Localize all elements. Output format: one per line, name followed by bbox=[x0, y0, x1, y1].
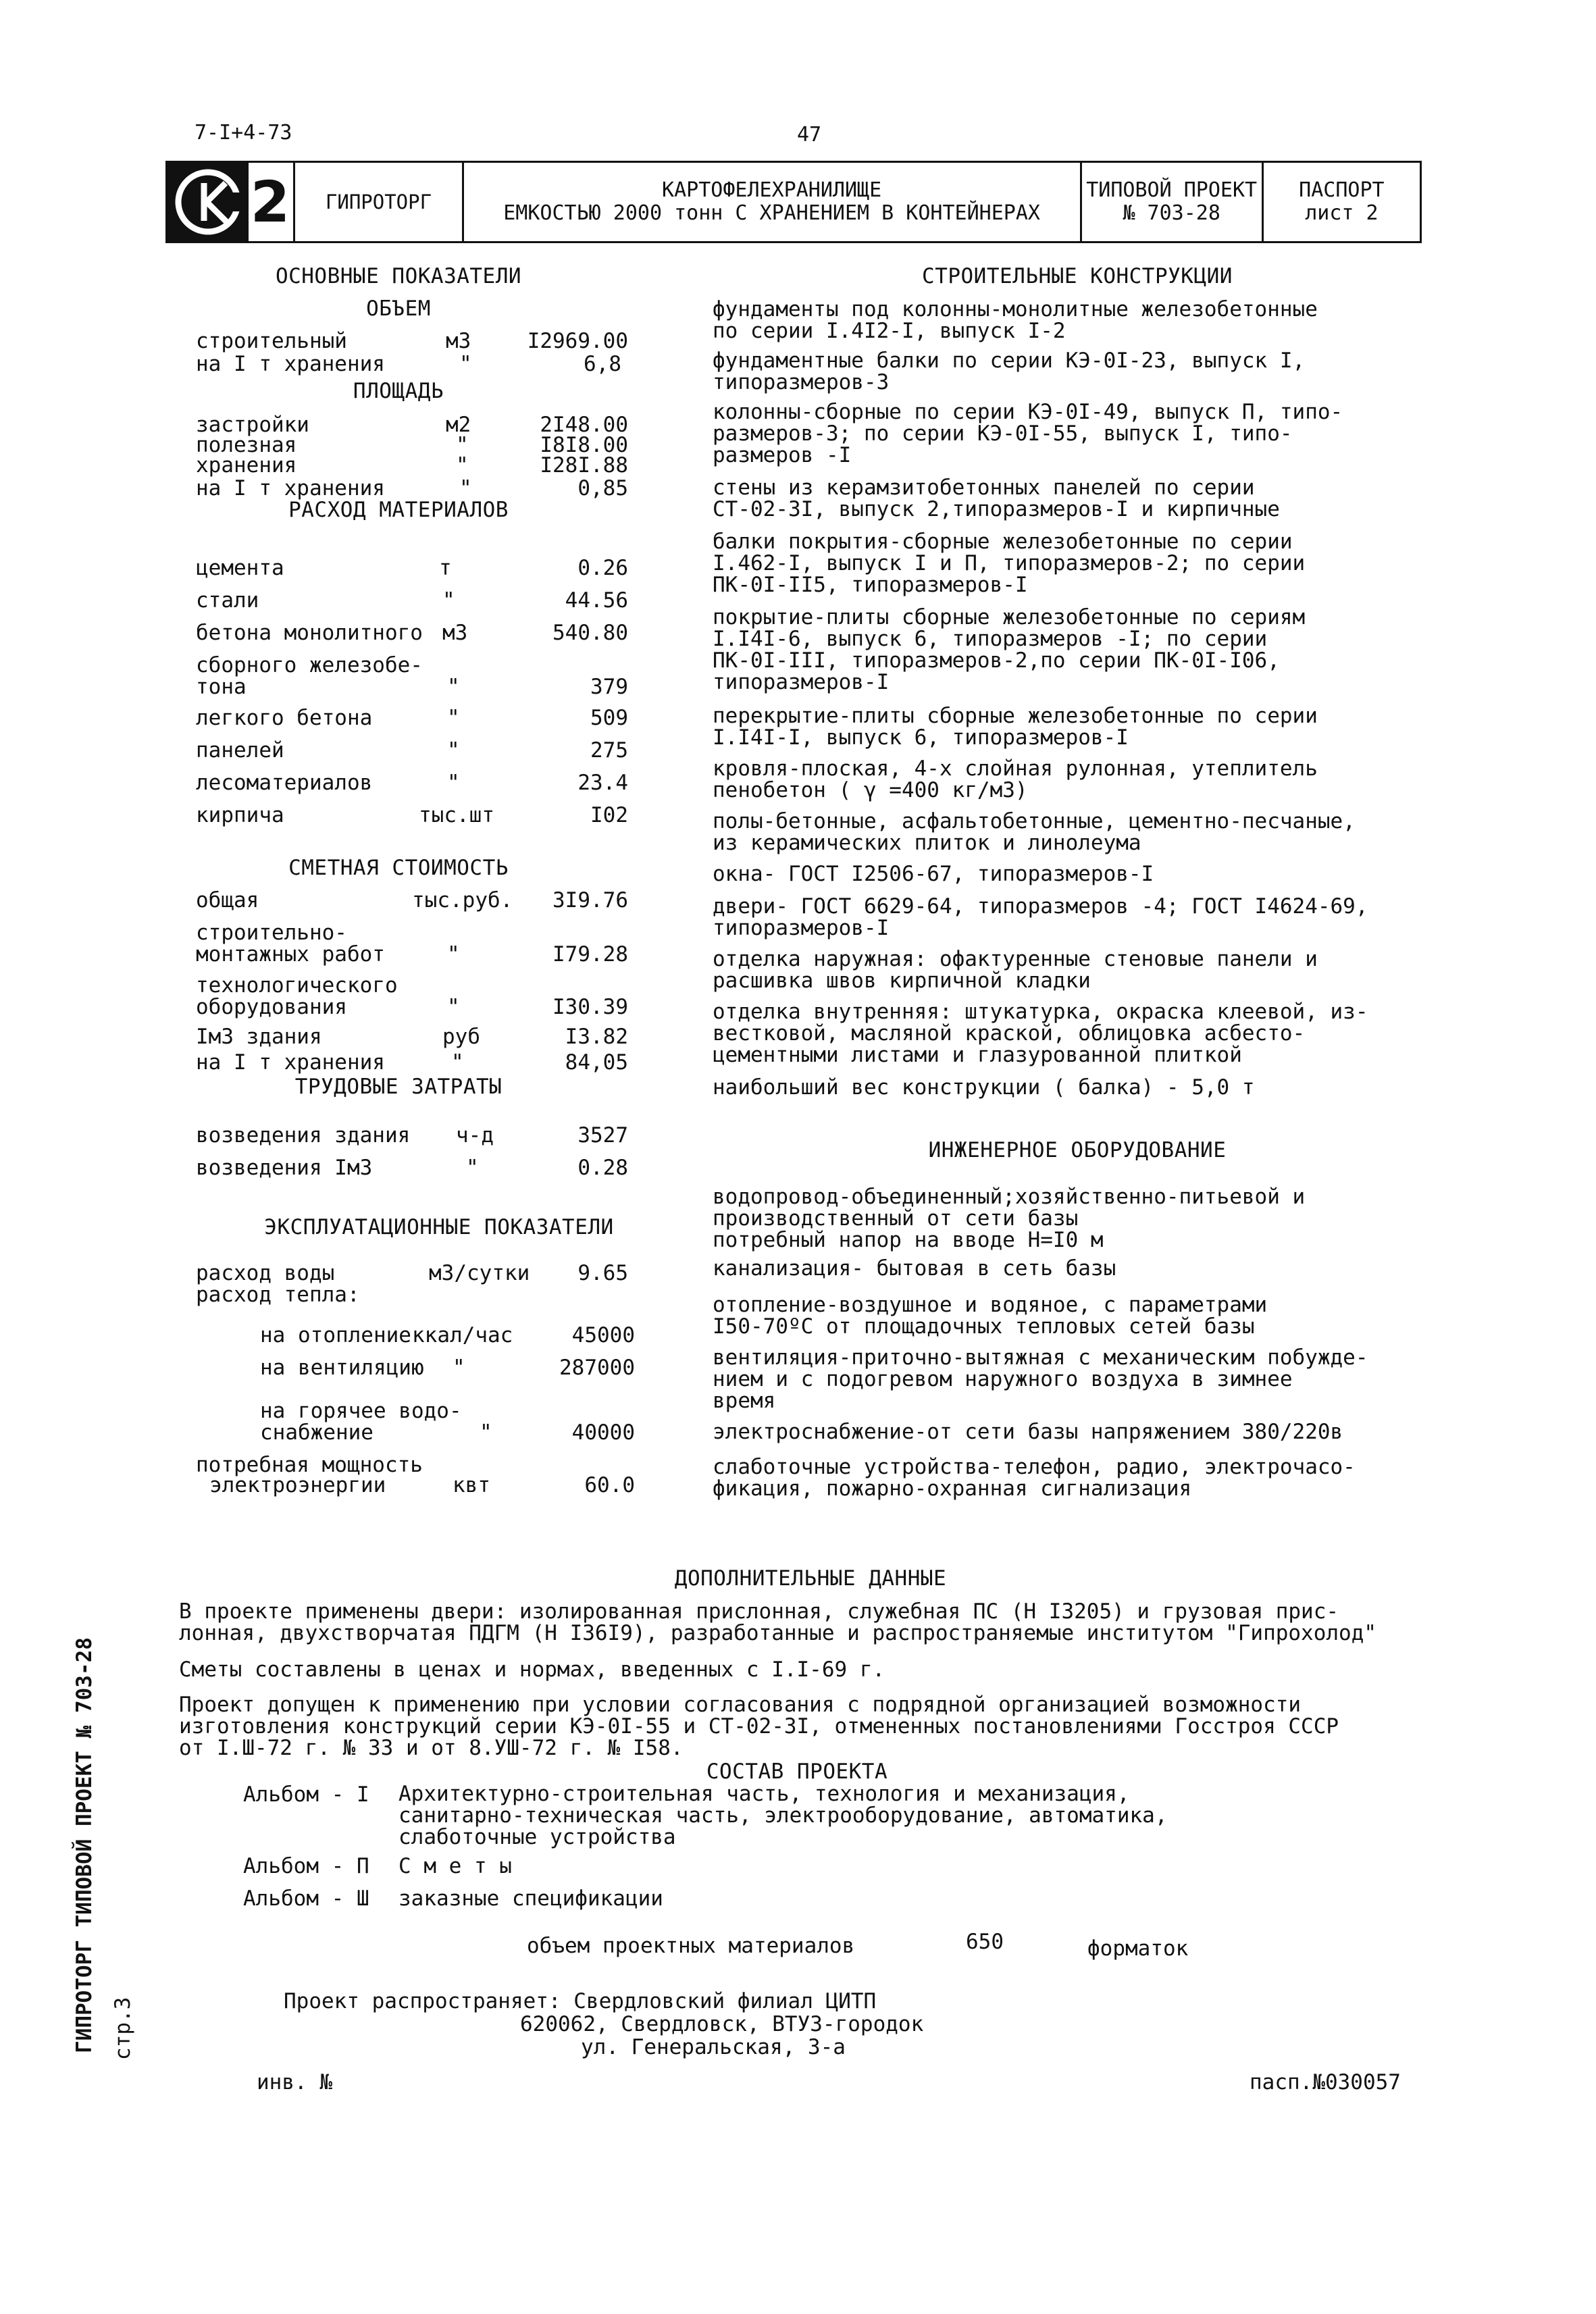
construction-item: перекрытие-плиты сборные железобетонные по серии I.I4I-I, выпуск 6, типоразмеров-I bbox=[713, 704, 1318, 750]
material-row bbox=[196, 739, 669, 765]
construction-item: отделка внутренняя: штукатурка, окраска клеевой, из- вестковой, масляной краской, облицовка асбесто- цементными листами и глазурованной плиткой bbox=[713, 1000, 1368, 1067]
engineering-item: слаботочные устройства-телефон, радио, электрочасо- фикация, пожарно-охранная сигнализация bbox=[713, 1455, 1356, 1501]
engineering-title: ИНЖЕНЕРНОЕ ОБОРУДОВАНИЕ bbox=[928, 1138, 1227, 1162]
row-label: общая bbox=[196, 888, 259, 912]
material-row bbox=[196, 621, 669, 647]
construction-item: фундаментные балки по серии КЭ-0I-23, выпуск I, типоразмеров-3 bbox=[713, 349, 1306, 394]
sheet-label: лист 2 bbox=[1305, 201, 1379, 225]
ck-logo-icon bbox=[168, 163, 249, 241]
row-label: на I т хранения bbox=[196, 1050, 385, 1075]
row-unit: " bbox=[442, 588, 455, 613]
row-label: цемента bbox=[196, 556, 284, 580]
page-number: 47 bbox=[797, 123, 822, 147]
album-description: заказные спецификации bbox=[398, 1886, 663, 1911]
additional-paragraph-estimates: Сметы составлены в ценах и нормах, введенных с I.I-69 г. bbox=[179, 1657, 885, 1682]
album-name: Альбом - Ш bbox=[243, 1886, 369, 1911]
project-label: ТИПОВОЙ ПРОЕКТ bbox=[1086, 178, 1258, 203]
row-value: 509 bbox=[590, 706, 628, 730]
row-label: на I т хранения bbox=[196, 476, 385, 500]
additional-paragraph-doors: В проекте применены двери: изолированная прислонная, служебная ПС (Н I3205) и грузовая прис- лонная, двухстворчатая ПДГМ (Н I36I9), разработанные и распространяемые институтом "Гипрохолод" bbox=[179, 1599, 1377, 1645]
row-unit: " bbox=[447, 706, 460, 730]
row-label-cont: электроэнергии bbox=[209, 1473, 386, 1497]
construction-item: наибольший вес конструкции ( балка) - 5,0 т bbox=[713, 1075, 1255, 1100]
construction-item: двери- ГОСТ 6629-64, типоразмеров -4; ГОСТ I4624-69, типоразмеров-I bbox=[713, 894, 1368, 940]
row-value: 540.80 bbox=[552, 621, 628, 645]
row-value: I8I8.00 bbox=[540, 433, 628, 457]
document-title-line1: КАРТОФЕЛЕХРАНИЛИЩЕ bbox=[662, 178, 882, 203]
row-unit: м3 bbox=[446, 329, 471, 353]
row-label: застройки bbox=[196, 413, 309, 437]
row-unit: " bbox=[453, 1356, 465, 1380]
row-unit: тыс.шт bbox=[419, 803, 494, 827]
row-value: 2I48.00 bbox=[540, 413, 628, 437]
material-row bbox=[196, 589, 669, 615]
row-label: лесоматериалов bbox=[196, 771, 373, 795]
additional-title: ДОПОЛНИТЕЛЬНЫЕ ДАННЫЕ bbox=[674, 1566, 947, 1591]
engineering-item: электроснабжение-от сети базы напряжением 380/220в bbox=[713, 1420, 1343, 1444]
volume-title: ОБЪЕМ bbox=[366, 297, 431, 321]
project-cell bbox=[1082, 163, 1264, 241]
row-value: 6,8 bbox=[584, 352, 621, 376]
row-label-cont: снабжение bbox=[260, 1420, 374, 1445]
row-unit: тыс.руб. bbox=[412, 888, 513, 912]
row-label: полезная bbox=[196, 433, 297, 457]
row-value: 0.26 bbox=[577, 556, 628, 580]
row-value: 275 bbox=[590, 738, 628, 763]
row-value: 3527 bbox=[577, 1123, 628, 1148]
row-label: кирпича bbox=[196, 803, 284, 827]
row-unit: ч-д bbox=[456, 1123, 494, 1148]
passport-cell bbox=[1264, 163, 1420, 241]
row-value: I79.28 bbox=[552, 942, 628, 967]
row-value: I30.39 bbox=[552, 995, 628, 1019]
construction-item: фундаменты под колонны-монолитные железобетонные по серии I.4I2-I, выпуск I-2 bbox=[713, 297, 1318, 343]
cost-row bbox=[196, 889, 669, 915]
row-value: 287000 bbox=[559, 1356, 635, 1380]
construction-item: окна- ГОСТ I2506-67, типоразмеров-I bbox=[713, 862, 1154, 886]
row-unit: руб bbox=[442, 1025, 480, 1049]
material-row bbox=[196, 557, 669, 582]
project-volume-label: объем проектных материалов bbox=[527, 1934, 855, 1958]
cost-row bbox=[196, 1051, 669, 1077]
row-value: 44.56 bbox=[565, 588, 628, 613]
row-label: хранения bbox=[196, 453, 297, 478]
composition-title: СОСТАВ ПРОЕКТА bbox=[706, 1759, 888, 1784]
row-unit: " bbox=[447, 771, 460, 795]
row-unit: " bbox=[480, 1420, 492, 1445]
organization-cell bbox=[295, 163, 463, 241]
row-label: расход воды bbox=[196, 1261, 335, 1285]
logo-number: 2 bbox=[250, 168, 290, 235]
row-label: на вентиляцию bbox=[260, 1356, 424, 1380]
row-label: строительно- bbox=[196, 921, 347, 945]
document-code: 7-I+4-73 bbox=[195, 121, 292, 145]
logo bbox=[168, 163, 295, 241]
row-unit: " bbox=[447, 995, 460, 1019]
main-indicators-title: ОСНОВНЫЕ ПОКАЗАТЕЛИ bbox=[275, 264, 522, 288]
row-label: на горячее водо- bbox=[260, 1399, 462, 1423]
row-unit: " bbox=[459, 352, 472, 376]
construction-item: колонны-сборные по серии КЭ-0I-49, выпуск П, типо- размеров-3; по серии КЭ-0I-55, выпуск I, типо- размеров -I bbox=[713, 400, 1343, 467]
engineering-item: отопление-воздушное и водяное, с параметрами I50-70ºС от площадочных тепловых сетей базы bbox=[713, 1293, 1268, 1339]
row-unit: " bbox=[447, 738, 460, 763]
row-label: сборного железобе- bbox=[196, 653, 423, 677]
row-value: 3I9.76 bbox=[552, 888, 628, 912]
construction-item: покрытие-плиты сборные железобетонные по сериям I.I4I-6, выпуск 6, типоразмеров -I; по серии ПК-0I-III, типоразмеров-2,по серии ПК-0I-I06, типоразмеров-I bbox=[713, 605, 1306, 694]
row-label-cont: монтажных работ bbox=[196, 942, 385, 967]
side-stamp-text: ГИПРОТОРГ ТИПОВОЙ ПРОЕКТ № 703-28 bbox=[72, 1637, 97, 2053]
row-unit: " bbox=[451, 1050, 464, 1075]
construction-item: балки покрытия-сборные железобетонные по серии I.462-I, выпуск I и П, типоразмеров-2; по серии ПК-0I-II5, типоразмеров-I bbox=[713, 530, 1306, 597]
row-label: возведения IмЗ bbox=[196, 1156, 373, 1180]
row-label: IмЗ здания bbox=[196, 1025, 322, 1049]
row-unit: т bbox=[439, 556, 452, 580]
document-title-line2: ЕМКОСТЬЮ 2000 тонн С ХРАНЕНИЕМ В КОНТЕЙНЕРАХ bbox=[503, 201, 1040, 225]
area-title: ПЛОЩАДЬ bbox=[353, 379, 444, 403]
passport-label: ПАСПОРТ bbox=[1299, 178, 1385, 203]
row-label-cont: оборудования bbox=[196, 995, 347, 1019]
row-unit: " bbox=[447, 675, 460, 699]
engineering-item: канализация- бытовая в сеть базы bbox=[713, 1256, 1116, 1281]
row-value: 0,85 bbox=[577, 476, 628, 500]
row-label-cont: тона bbox=[196, 675, 247, 699]
labor-row bbox=[196, 1156, 669, 1182]
album-name: Альбом - П bbox=[243, 1854, 369, 1878]
row-unit: м3 bbox=[442, 621, 468, 645]
hot-water-row bbox=[196, 1399, 669, 1447]
row-label: возведения здания bbox=[196, 1123, 411, 1148]
distributor-line1: Проект распространяет: Свердловский филиал ЦИТП bbox=[284, 1989, 877, 2013]
row-label: на отопление bbox=[260, 1323, 411, 1347]
album-name: Альбом - I bbox=[243, 1782, 369, 1807]
row-label: панелей bbox=[196, 738, 284, 763]
row-value: I3.82 bbox=[565, 1025, 628, 1049]
row-unit: ккал/час bbox=[412, 1323, 513, 1347]
row-unit: квт bbox=[453, 1473, 490, 1497]
row-unit: " bbox=[466, 1156, 479, 1180]
row-unit: м2 bbox=[446, 413, 471, 437]
row-value: 60.0 bbox=[584, 1473, 635, 1497]
labor-row bbox=[196, 1124, 669, 1150]
inventory-label: инв. № bbox=[257, 2070, 332, 2094]
row-unit: " bbox=[456, 433, 469, 457]
row-value: 84,05 bbox=[565, 1050, 628, 1075]
row-label: потребная мощность bbox=[196, 1453, 423, 1477]
row-label: расход тепла: bbox=[196, 1283, 360, 1307]
row-label: легкого бетона bbox=[196, 706, 373, 730]
organization-name: ГИПРОТОРГ bbox=[325, 190, 432, 213]
material-row bbox=[196, 706, 669, 732]
row-value: 9.65 bbox=[577, 1261, 628, 1285]
cost-row bbox=[196, 921, 669, 969]
material-row bbox=[196, 771, 669, 797]
row-unit: " bbox=[459, 476, 472, 500]
document-title-cell bbox=[464, 163, 1082, 241]
additional-paragraph-approval: Проект допущен к применению при условии согласования с подрядной организацией возможности изготовления конструкций серии КЭ-0I-55 и СТ-02-3I, отмененных постановлениями Госстроя СССР от I.Ш-72 г. № 33 и от 8.УШ-72 г. № I58. bbox=[179, 1693, 1339, 1760]
row-value: 45000 bbox=[571, 1323, 635, 1347]
material-row bbox=[196, 804, 669, 829]
passport-number: пасп.№030057 bbox=[1250, 2070, 1401, 2094]
project-number: № 703-28 bbox=[1123, 201, 1220, 225]
engineering-item: водопровод-объединенный;хозяйственно-питьевой и производственный от сети базы потребный напор на вводе Н=I0 м bbox=[713, 1185, 1306, 1252]
construction-item: кровля-плоская, 4-х слойная рулонная, утеплитель пенобетон ( γ =400 кг/м3) bbox=[713, 756, 1318, 802]
row-unit: " bbox=[447, 942, 460, 967]
cost-title: СМЕТНАЯ СТОИМОСТЬ bbox=[288, 856, 509, 880]
cost-row bbox=[196, 974, 669, 1021]
power-row bbox=[196, 1454, 669, 1501]
row-label: строительный bbox=[196, 329, 347, 353]
row-unit: м3/сутки bbox=[429, 1261, 530, 1285]
row-value: 0.28 bbox=[577, 1156, 628, 1180]
heating-row bbox=[196, 1324, 669, 1349]
row-value: 379 bbox=[590, 675, 628, 699]
volume-row bbox=[196, 353, 669, 378]
vent-row bbox=[196, 1356, 669, 1382]
title-block bbox=[165, 161, 1422, 243]
row-label: на I т хранения bbox=[196, 352, 385, 376]
row-value: I28I.88 bbox=[540, 453, 628, 478]
material-row bbox=[196, 654, 669, 701]
project-volume-value: 650 bbox=[966, 1930, 1004, 1954]
operational-title: ЭКСПЛУАТАЦИОННЫЕ ПОКАЗАТЕЛИ bbox=[264, 1215, 614, 1239]
constructions-title: СТРОИТЕЛЬНЫЕ КОНСТРУКЦИИ bbox=[922, 264, 1233, 288]
row-value: 40000 bbox=[571, 1420, 635, 1445]
materials-title: РАСХОД МАТЕРИАЛОВ bbox=[288, 498, 509, 522]
heat-row bbox=[196, 1283, 669, 1309]
cost-row bbox=[196, 1025, 669, 1051]
distributor-line3: ул. Генеральская, 3-а bbox=[581, 2035, 846, 2059]
row-label: стали bbox=[196, 588, 259, 613]
album-description: С м е т ы bbox=[398, 1854, 512, 1878]
construction-item: полы-бетонные, асфальтобетонные, цементно-песчаные, из керамических плиток и линолеума bbox=[713, 809, 1356, 855]
row-label: технологического bbox=[196, 973, 398, 998]
row-value: I02 bbox=[590, 803, 628, 827]
engineering-item: вентиляция-приточно-вытяжная с механическим побужде- нием и с подогревом наружного воздуха в зимнее время bbox=[713, 1345, 1368, 1413]
row-value: I2969.00 bbox=[527, 329, 628, 353]
construction-item: отделка наружная: офактуренные стеновые панели и расшивка швов кирпичной кладки bbox=[713, 947, 1318, 993]
labor-title: ТРУДОВЫЕ ЗАТРАТЫ bbox=[294, 1075, 503, 1099]
side-page-label: стр.3 bbox=[111, 1997, 135, 2060]
row-unit: " bbox=[456, 453, 469, 478]
album-description: Архитектурно-строительная часть, технология и механизация, санитарно-техническая часть, электрооборудование, автоматика, слаботочные устройства bbox=[398, 1782, 1168, 1849]
project-volume-unit: форматок bbox=[1087, 1936, 1189, 1961]
row-value: 23.4 bbox=[577, 771, 628, 795]
construction-item: стены из керамзитобетонных панелей по серии СТ-02-3I, выпуск 2,типоразмеров-I и кирпичные bbox=[713, 475, 1280, 521]
distributor-line2: 620062, Свердловск, ВТУЗ-городок bbox=[520, 2012, 924, 2036]
row-label: бетона монолитного bbox=[196, 621, 423, 645]
